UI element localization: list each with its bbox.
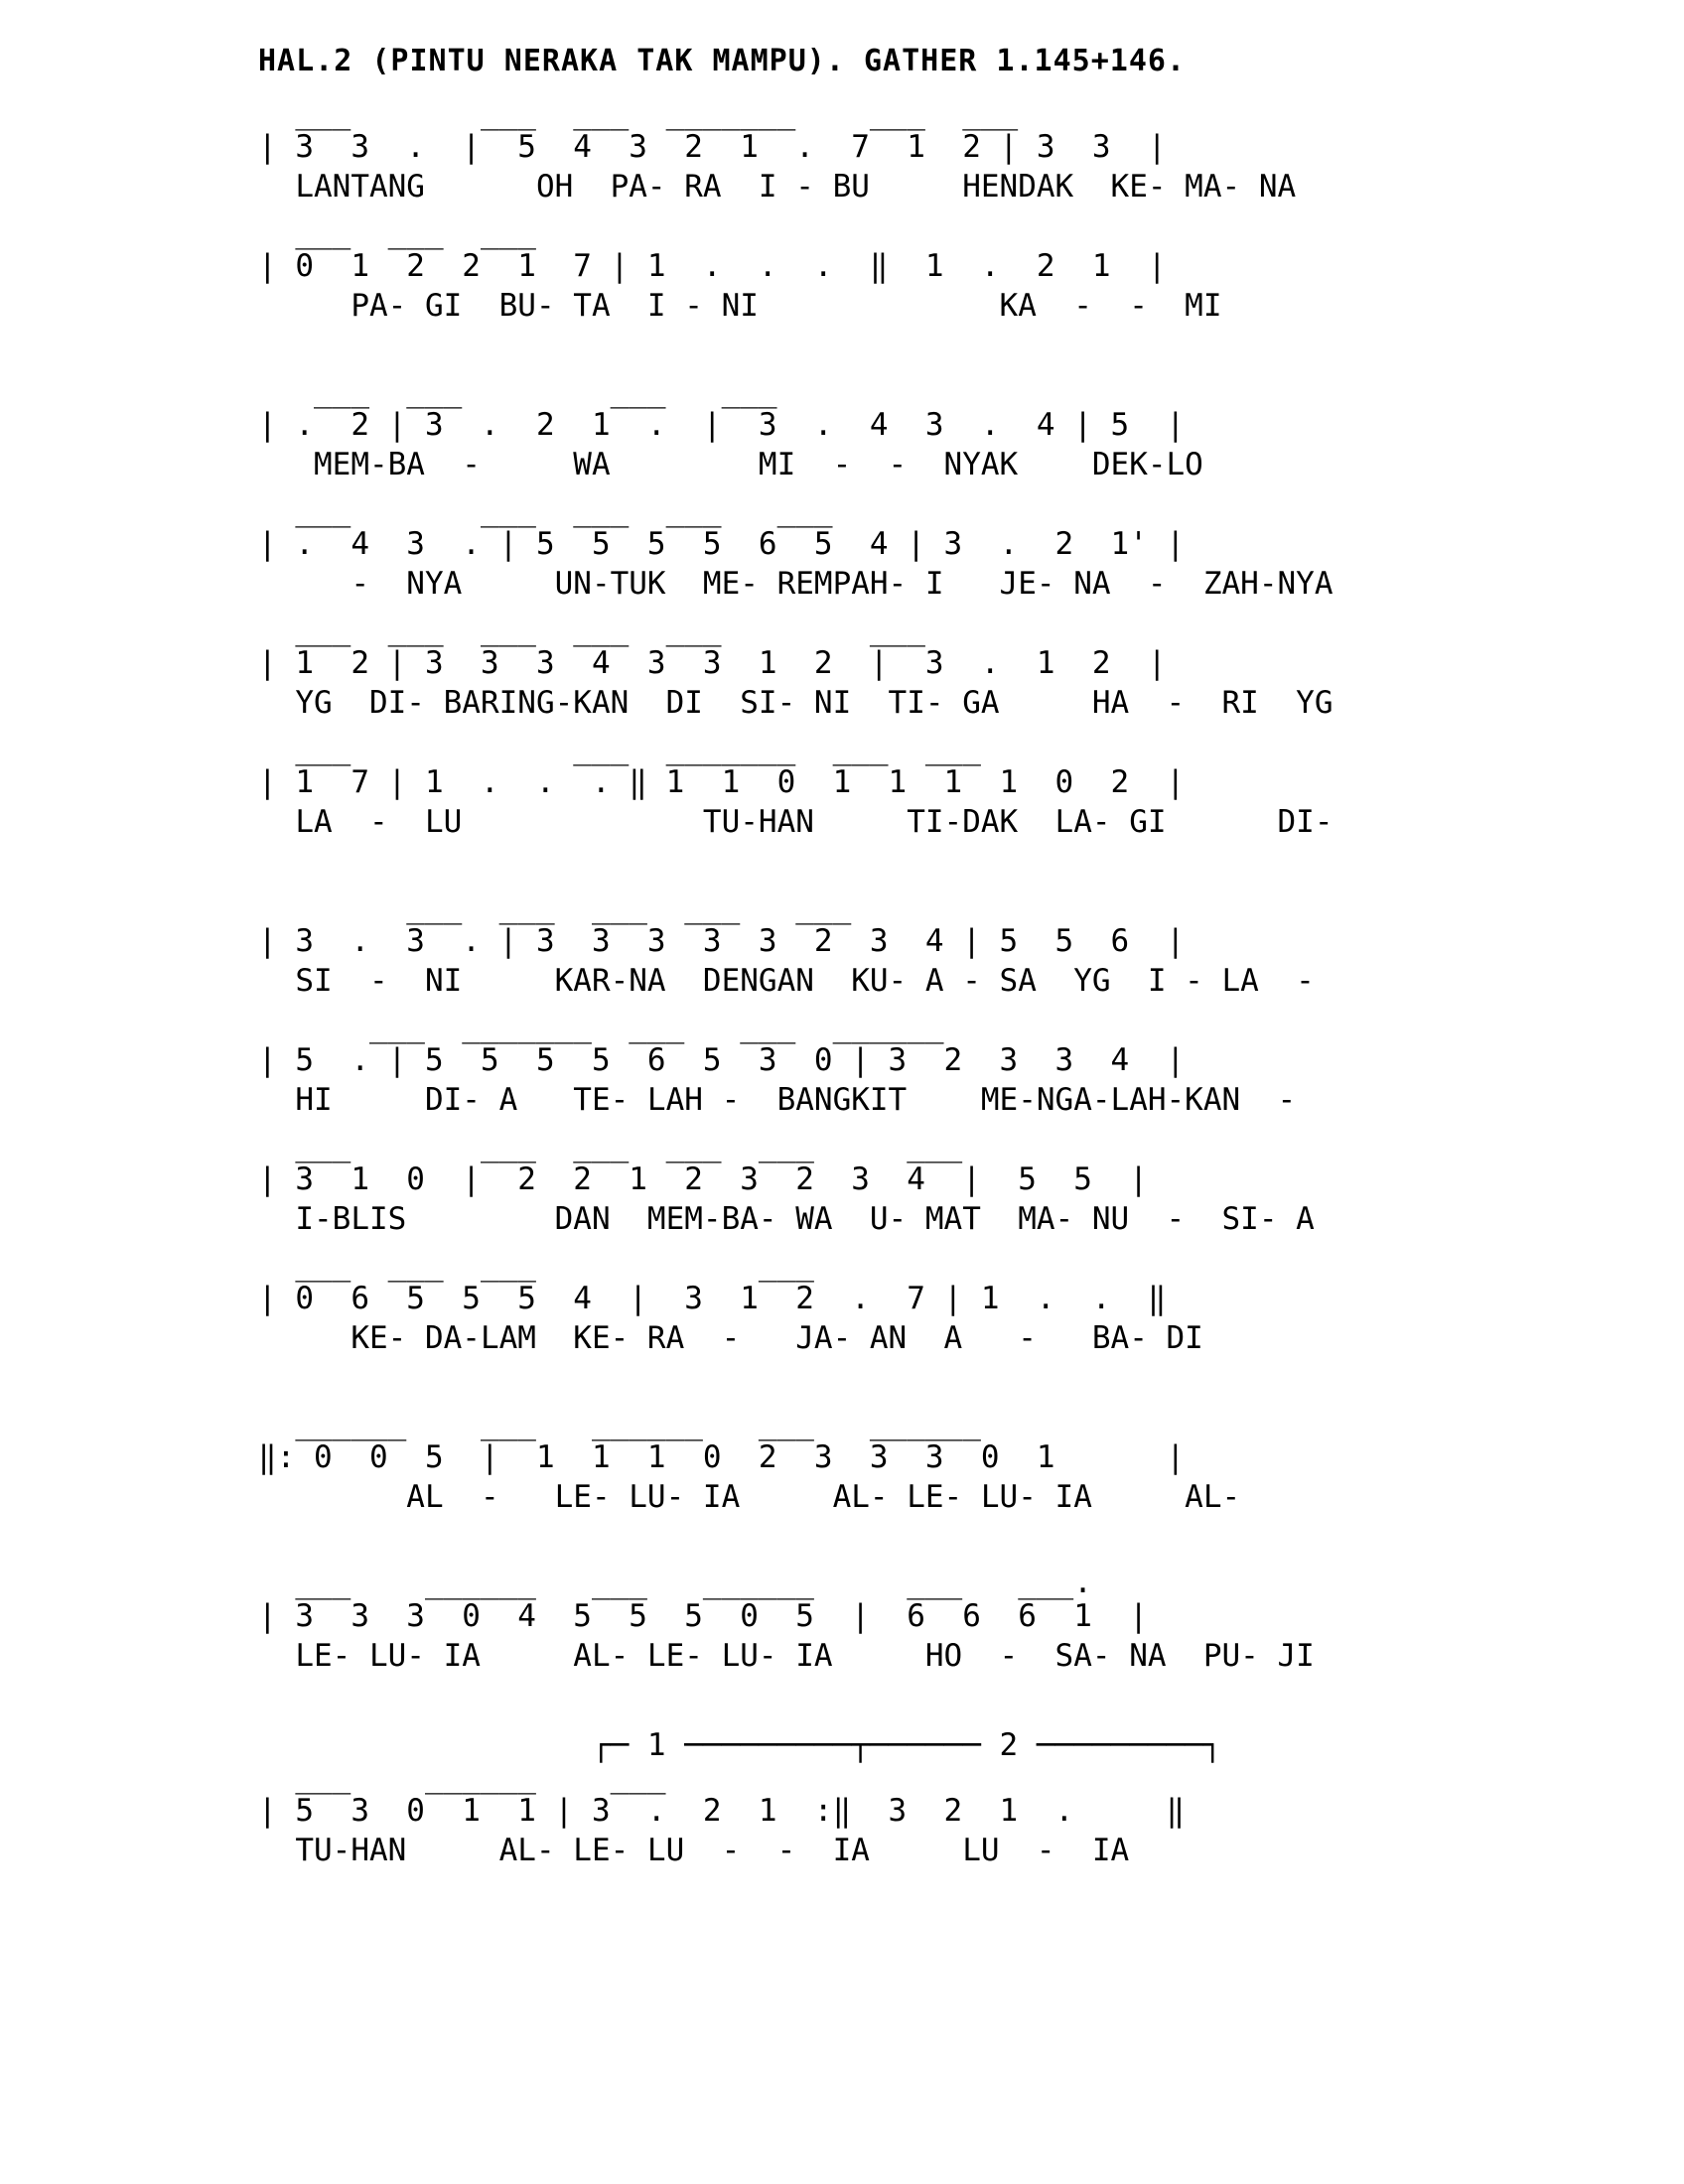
lyric-row: KE- DA-LAM KE- RA - JA- AN A - BA- DI (258, 1320, 1203, 1356)
beat-grouping-lines: ___ ___ ___ ___ (258, 1247, 814, 1283)
beat-grouping-lines: ___ ___ ___ ___ ___ (258, 889, 852, 925)
beat-grouping-lines: ___ ______ ___ (258, 1759, 666, 1795)
song-score (258, 95, 1569, 1882)
lyric-row: I-BLIS DAN MEM-BA- WA U- MAT MA- NU - SI- A (258, 1201, 1315, 1237)
lyric-row: TU-HAN AL- LE- LU - - IA LU - IA (258, 1833, 1130, 1868)
beat-grouping-lines: ___ ___ ___ ___ (258, 373, 777, 409)
beat-grouping-lines: ___ ___ ___ _______ ___ ___ (258, 95, 1019, 131)
note-row: | 3 3 3 0 4 5 5 5 0 5 | 6 6 6 1 | (258, 1598, 1148, 1634)
score-line-4 (258, 492, 1569, 615)
note-row: | 1 2 | 3 3 3 4 3 3 1 2 | 3 . 1 2 | (258, 645, 1167, 681)
score-line-13 (258, 1727, 1569, 1882)
lyric-row: AL - LE- LU- IA AL- LE- LU- IA AL- (258, 1479, 1241, 1515)
note-row: | . 2 | 3 . 2 1 . | 3 . 4 3 . 4 | 5 | (258, 407, 1186, 443)
note-row: | 5 . | 5 5 5 5 6 5 3 0 | 3 2 3 3 4 | (258, 1042, 1186, 1078)
lyric-row: MEM-BA - WA MI - - NYAK DEK-LO (258, 447, 1203, 482)
beat-grouping-lines: ___ ___ ___ ___ ___ ___ (258, 612, 925, 647)
lyric-row: LA - LU TU-HAN TI-DAK LA- GI DI- (258, 804, 1333, 840)
lyric-row: PA- GI BU- TA I - NI KA - - MI (258, 288, 1222, 324)
score-line-7 (258, 889, 1569, 1013)
score-line-8 (258, 1009, 1569, 1132)
beat-grouping-lines: ___ ___ ___ (258, 214, 536, 250)
note-row: | 1 7 | 1 . . . ‖ 1 1 0 1 1 1 1 0 2 | (258, 764, 1186, 800)
lyric-row: SI - NI KAR-NA DENGAN KU- A - SA YG I - LA - (258, 963, 1315, 999)
note-row: | . 4 3 . | 5 5 5 5 6 5 4 | 3 . 2 1' | (258, 526, 1186, 562)
note-row: | 3 1 0 | 2 2 1 2 3 2 3 4 | 5 5 | (258, 1161, 1148, 1197)
note-row: | 3 . 3 . | 3 3 3 3 3 2 3 4 | 5 5 6 | (258, 923, 1186, 959)
beat-grouping-lines: ______ ___ ______ ___ ______ (258, 1406, 981, 1441)
page-title: HAL.2 (PINTU NERAKA TAK MAMPU). GATHER 1.145+146. (258, 44, 1187, 78)
beat-grouping-lines: ___ ___ ___ ___ ___ (258, 492, 833, 528)
score-line-3 (258, 373, 1569, 496)
beat-grouping-lines: ___ ___ ___ ___ ___ ___ (258, 1128, 963, 1163)
note-row: | 3 3 . | 5 4 3 2 1 . 7 1 2 | 3 3 | (258, 129, 1167, 165)
score-line-2 (258, 214, 1569, 338)
lyric-row: HI DI- A TE- LAH - BANGKIT ME-NGA-LAH-KAN - (258, 1082, 1297, 1118)
volta-brackets: ┌─ 1 ─────────┬────── 2 ─────────┐ (258, 1727, 1222, 1763)
note-row: | 0 1 2 2 1 7 | 1 . . . ‖ 1 . 2 1 | (258, 248, 1167, 284)
beat-grouping-lines: ___ ______ ___ ______ ___ ___. (258, 1565, 1092, 1600)
score-line-6 (258, 731, 1569, 854)
lyric-row: LE- LU- IA AL- LE- LU- IA HO - SA- NA PU- JI (258, 1638, 1315, 1674)
lyric-row: LANTANG OH PA- RA I - BU HENDAK KE- MA- NA (258, 169, 1297, 205)
beat-grouping-lines: ___ ___ _______ ___ ___ (258, 731, 981, 766)
score-line-11 (258, 1406, 1569, 1529)
score-line-12 (258, 1565, 1569, 1688)
beat-grouping-lines: ___ _______ ___ ___ ______ (258, 1009, 944, 1044)
score-line-1 (258, 95, 1569, 218)
note-row: ‖: 0 0 5 | 1 1 1 0 2 3 3 3 0 1 | (258, 1439, 1186, 1475)
score-line-10 (258, 1247, 1569, 1370)
note-row: | 0 6 5 5 5 4 | 3 1 2 . 7 | 1 . . ‖ (258, 1281, 1167, 1316)
score-line-5 (258, 612, 1569, 735)
lyric-row: - NYA UN-TUK ME- REMPAH- I JE- NA - ZAH-NYA (258, 566, 1333, 602)
score-line-9 (258, 1128, 1569, 1251)
note-row: | 5 3 0 1 1 | 3 . 2 1 :‖ 3 2 1 . ‖ (258, 1793, 1186, 1829)
lyric-row: YG DI- BARING-KAN DI SI- NI TI- GA HA - RI YG (258, 685, 1333, 721)
